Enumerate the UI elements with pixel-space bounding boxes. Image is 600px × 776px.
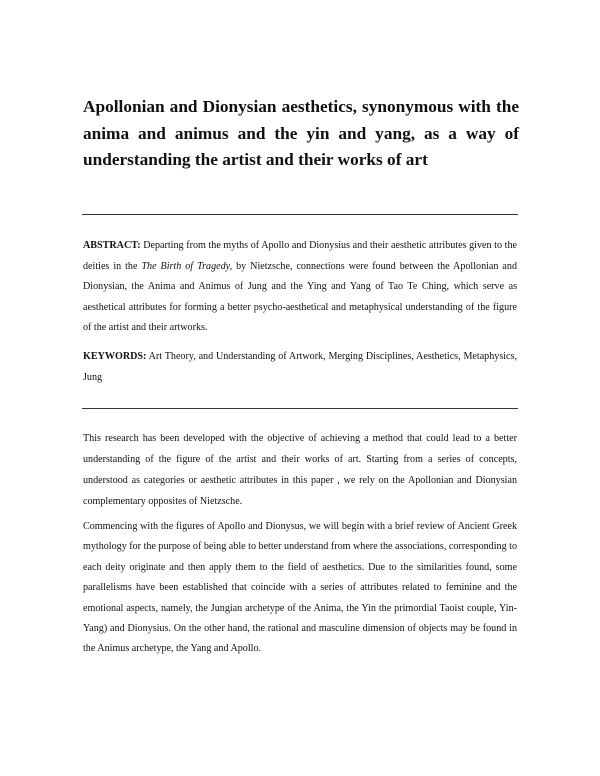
keywords-text: Art Theory, and Understanding of Artwork, Merging Disciplines, Aesthetics, Metaphysics, Jung bbox=[83, 351, 517, 383]
bottom-divider bbox=[82, 408, 518, 409]
keywords-label: KEYWORDS: bbox=[83, 351, 147, 362]
paper-title: Apollonian and Dionysian aesthetics, synonymous with the anima and animus and the yin and yang, as a way of understanding the artist and their works of art bbox=[83, 97, 519, 169]
keywords bbox=[83, 347, 517, 388]
body-paragraph-1: This research has been developed with the objective of achieving a method that could lead to a better understanding of the figure of the artist and their works of art. Starting from a series of concepts, understood as categories or aesthetic attributes in this paper , we rely on the Apollonian and Dionysian complementary opposites of Nietzsche. bbox=[83, 433, 517, 507]
abstract-label: ABSTRACT: bbox=[83, 240, 141, 251]
abstract-text-part-2: by Nietzsche, connections were found between the Apollonian and Dionysian, the Anima and Animus of Jung and the Ying and Yang of Tao Te Ching, which serve as aesthetical attributes for forming a better psycho-aesthetical and metaphysical understanding of the figure of the artist and their artworks. bbox=[83, 260, 518, 334]
abstract bbox=[83, 236, 517, 339]
top-divider bbox=[82, 214, 518, 215]
book-title-italic: The Birth of Tragedy, bbox=[141, 260, 233, 272]
abstract-text-part-1: Departing from the myths of Apollo and Dionysius and their aesthetic attributes given to the deities in the bbox=[83, 240, 517, 272]
body-paragraph-2: Commencing with the figures of Apollo and Dionysus, we will begin with a brief review of Ancient Greek mythology for the purpose of being able to better understand from where the associations, corresponding to each deity originate and then apply them to the field of aesthetics. Due to the similarities found, some parallelisms have been established that coincide with a series of attributes related to feminine and the emotional aspects, namely, the Jungian archetype of the Anima, the Yin the primordial Taoist couple, Yin-Yang) and Dionysius. On the other hand, the rational and masculine dimension of objects may be found in the Animus archetype, the Yang and Apollo. bbox=[83, 521, 517, 655]
